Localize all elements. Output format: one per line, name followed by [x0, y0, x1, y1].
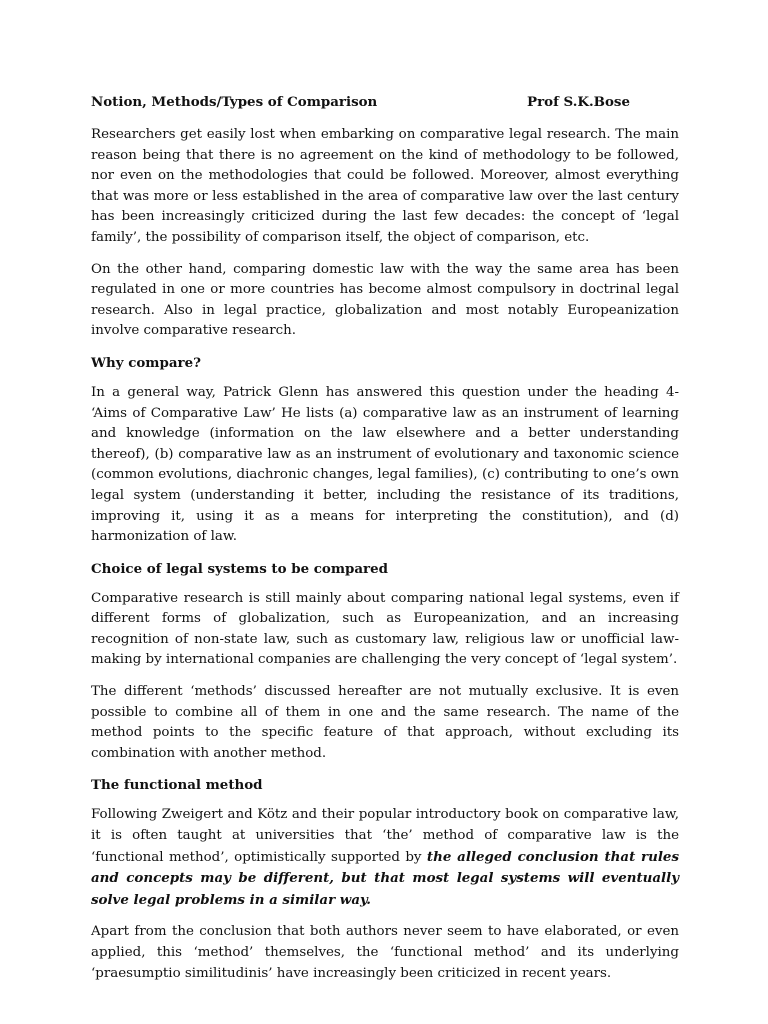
paragraph-intro: Researchers get easily lost when embarking on comparative legal research. The main reason being that there is no agreement on the kind of methodology to be followed, nor even on the methodologies that could be followed. Moreover, almost everything that was more or less established in the area of comparative law over the last century has been increasingly criticized during the last few decades: the concept of ‘legal family’, the possibility of comparison itself, the object of comparison, etc. [91, 127, 679, 245]
paragraph-national-systems: Comparative research is still mainly about comparing national legal systems, even if different forms of globalization, such as Europeanization, and an increasing recognition of non-state law, such as customary law, religious law or unofficial law-making by international companies are challenging the very concept of ‘legal system’. [91, 590, 679, 668]
heading-why-compare: Why compare? [91, 354, 201, 371]
paragraph-zweigert-kotz [91, 805, 679, 911]
title-row [91, 92, 679, 112]
heading-choice-of-systems: Choice of legal systems to be compared [91, 560, 388, 577]
heading-functional-method: The functional method [91, 777, 263, 794]
paragraph-criticism: Apart from the conclusion that both authors never seem to have elaborated, or even applied, this ‘method’ themselves, the ‘functional method’ and its underlying ‘praesumptio similitudinis’ have increasingly been criticized in recent years. [91, 924, 679, 981]
paragraph-domestic-law: On the other hand, comparing domestic law with the way the same area has been regulated in one or more countries has become almost compulsory in doctrinal legal research. Also in legal practice, globalization and most notably Europeanization involve comparative research. [91, 261, 679, 339]
paragraph-methods-not-exclusive: The different ‘methods’ discussed hereafter are not mutually exclusive. It is even possible to combine all of them in one and the same research. The name of the method points to the specific feature of that approach, without excluding its combination with another method. [91, 684, 679, 761]
document-title: Notion, Methods/Types of Comparison [91, 94, 378, 110]
emphasized-conclusion: the alleged conclusion that rules and concepts may be different, but that most legal systems will eventually solve legal problems in a similar way. [91, 848, 679, 908]
author-name: Prof S.K.Bose [527, 94, 630, 110]
paragraph-glenn-aims: In a general way, Patrick Glenn has answered this question under the heading 4- ‘Aims of Comparative Law’ He lists (a) comparative law as an instrument of learning and knowledge (information on the law elsewhere and a better understanding thereof), (b) comparative law as an instrument of evolutionary and taxonomic science (common evolutions, diachronic changes, legal families), (c) contributing to one’s own legal system (understanding it better, including the resistance of its traditions, improving it, using it as a means for interpreting the constitution), and (d) harmonization of law. [91, 384, 679, 545]
paragraph-zweigert-kotz-text: Following Zweigert and Kötz and their popular introductory book on comparative law, it is often taught at universities that ‘the’ method of comparative law is the ‘functional method’, optimistically supported by [91, 807, 679, 865]
